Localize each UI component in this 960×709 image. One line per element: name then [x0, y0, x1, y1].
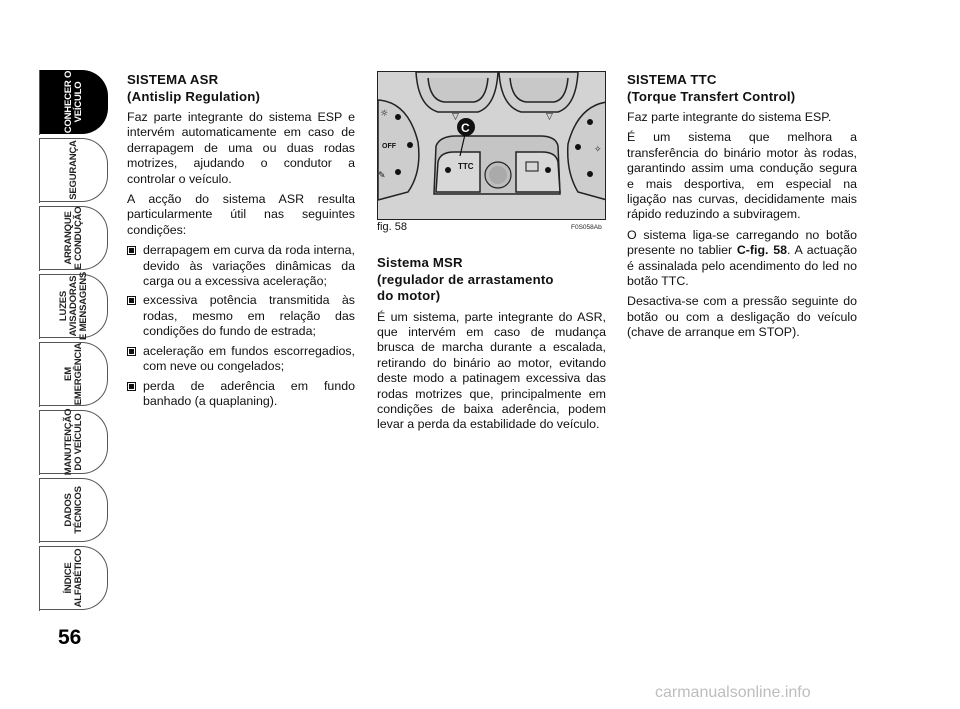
list-item-text: derrapagem em curva da roda interna, devido às variações dinâmicas da carga ou a excessiva aceleração; [143, 243, 355, 289]
tab-label: CONHECER O VEÍCULO [62, 70, 84, 134]
dashboard-figure [377, 71, 606, 220]
ttc-button-label: TTC [458, 162, 474, 171]
svg-text:▽: ▽ [546, 112, 553, 122]
tab-seguranca[interactable] [40, 138, 108, 202]
checkbox-bullet-icon [127, 296, 136, 305]
asr-heading: SISTEMA ASR (Antislip Regulation) [127, 72, 261, 104]
tab-label: ARRANQUE E CONDUÇÃO [62, 206, 84, 270]
asr-paragraph-2: A acção do sistema ASR resulta particularmente útil nas seguintes condições: [127, 192, 355, 237]
tab-arranque-e-conducao[interactable] [40, 206, 108, 270]
tab-label: EM EMERGÊNCIA [62, 342, 84, 406]
tab-indice-alfabetico[interactable] [40, 546, 108, 610]
tab-label: MANUTENÇÃO DO VEÍCULO [62, 408, 84, 476]
ttc-paragraph-4: Desactiva-se com a pressão seguinte do botão ou com a desligação do veículo (chave de arranque em STOP). [627, 294, 857, 340]
tab-label: SEGURANÇA [67, 140, 79, 200]
tab-conhecer-o-veiculo[interactable] [40, 70, 108, 134]
msr-paragraph-1: É um sistema, parte integrante do ASR, que intervém em caso de mudança brusca de marcha durante a escalada, retirando do binário ao motor, evitando deste modo a patinagem excessiva das rodas motrizes que, principalmente em condições de baixa aderência, podem levar a perda da estabilidade do veículo. [377, 309, 606, 432]
asr-paragraph-1: Faz parte integrante do sistema ESP e intervém automaticamente em caso de derrapagem de uma ou duas rodas motrizes, ajudando o condutor a controlar o veículo. [127, 110, 355, 186]
checkbox-bullet-icon [127, 246, 136, 255]
tab-dados-tecnicos[interactable] [40, 478, 108, 542]
svg-text:✎: ✎ [378, 171, 386, 181]
ttc-section [627, 72, 857, 346]
dashboard-illustration [378, 72, 606, 220]
asr-section [127, 72, 355, 413]
figure-caption: fig. 58 [377, 221, 407, 233]
tab-label: ÍNDICE ALFABÉTICO [62, 548, 84, 608]
figure-reference: C-fig. 58 [736, 243, 787, 258]
ttc-paragraph-3-start: O sistema liga-se carregando no botão presente no tablier [627, 227, 857, 258]
list-item [127, 293, 355, 339]
svg-text:☼: ☼ [380, 109, 389, 119]
tab-label: LUZES AVISADORAS E MENSAGENS [57, 271, 89, 341]
list-item [127, 243, 355, 289]
svg-text:▽: ▽ [452, 112, 459, 122]
list-item [127, 344, 355, 375]
msr-heading: Sistema MSR (regulador de arrastamento do motor) [377, 255, 554, 303]
watermark: carmanualsonline.info [655, 684, 811, 701]
tab-luzes-avisadoras[interactable] [40, 271, 108, 341]
checkbox-bullet-icon [127, 347, 136, 356]
figure-code: F0S058Ab [571, 224, 602, 231]
svg-text:✧: ✧ [594, 145, 602, 155]
callout-c-label: C [461, 121, 470, 135]
list-item-text: excessiva potência transmitida às rodas, mesmo em relação das condições do fundo de estrada; [143, 293, 355, 339]
checkbox-bullet-icon [127, 382, 136, 391]
ttc-paragraph-3-end: . A actuação é assinalada pelo acendimento do led no botão TTC. [627, 243, 858, 289]
ttc-paragraph-2: É um sistema que melhora a transferência do binário motor às rodas, garantindo assim uma condução segura e mais desportiva, em especial na ligação nas curvas, decididamente mais rápido reduzindo a subviragem. [627, 130, 857, 222]
ttc-paragraph-3 [627, 228, 857, 290]
ttc-heading: SISTEMA TTC (Torque Transfert Control) [627, 72, 796, 104]
tab-manutencao-do-veiculo[interactable] [40, 410, 108, 474]
list-item-text: perda de aderência em fundo banhado (a quaplaning). [143, 378, 355, 408]
tab-label: DADOS TÉCNICOS [62, 486, 84, 534]
page-number: 56 [58, 626, 82, 649]
off-label: OFF [382, 143, 396, 150]
list-item [127, 379, 355, 410]
asr-conditions-list [127, 243, 355, 409]
msr-section [377, 255, 606, 438]
tab-em-emergencia[interactable] [40, 342, 108, 406]
list-item-text: aceleração em fundos escorregadios, com neve ou congelados; [143, 343, 355, 374]
ttc-paragraph-1: Faz parte integrante do sistema ESP. [627, 110, 832, 124]
